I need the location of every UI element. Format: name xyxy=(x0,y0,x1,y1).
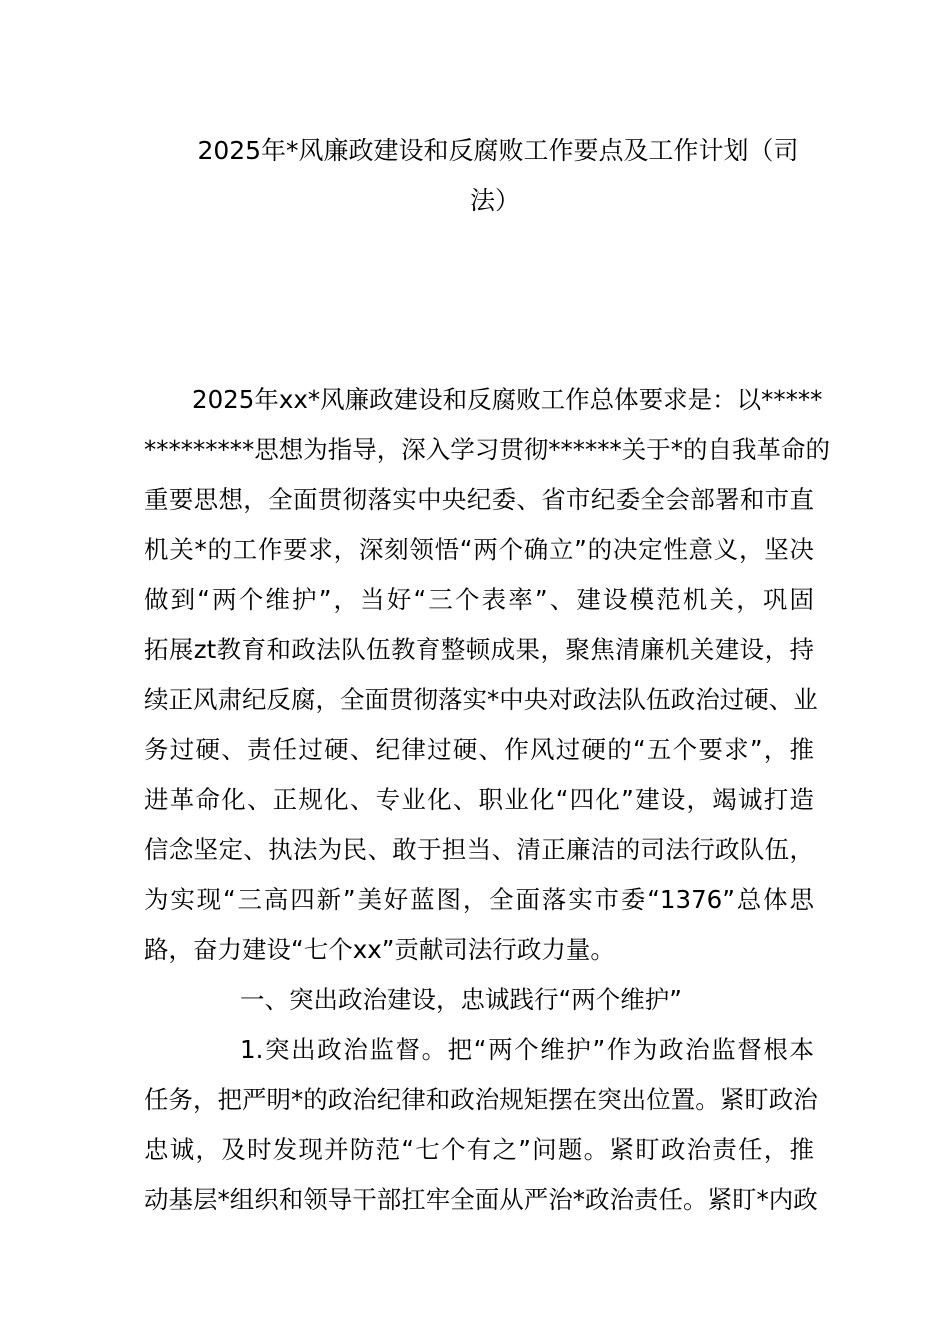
intro-line-8: 务过硬、责任过硬、纪律过硬、作风过硬的“五个要求”，推 xyxy=(144,735,814,764)
intro-line-5: 做到“两个维护”，当好“三个表率”、建设模范机关，巩固 xyxy=(144,585,814,614)
document-title-line-1: 2025年*风廉政建设和反腐败工作要点及工作计划（司 xyxy=(197,136,799,165)
intro-line-1: 2025年xx*风廉政建设和反腐败工作总体要求是：以***** xyxy=(192,385,823,414)
intro-line-3: 重要思想，全面贯彻落实中央纪委、省市纪委全会部署和市直 xyxy=(144,485,814,514)
section-1-line-1: 1.突出政治监督。把“两个维护”作为政治监督根本 xyxy=(240,1035,814,1064)
intro-line-7: 续正风肃纪反腐，全面贯彻落实*中央对政法队伍政治过硬、业 xyxy=(144,685,818,714)
intro-line-12: 路，奋力建设“七个xx”贡献司法行政力量。 xyxy=(144,935,615,964)
intro-line-4: 机关*的工作要求，深刻领悟“两个确立”的决定性意义，坚决 xyxy=(144,535,814,564)
section-1-line-4: 动基层*组织和领导干部扛牢全面从严治*政治责任。紧盯*内政 xyxy=(144,1185,818,1214)
document-title-line-2: 法） xyxy=(469,186,520,215)
intro-line-10: 信念坚定、执法为民、敢于担当、清正廉洁的司法行政队伍， xyxy=(144,835,814,864)
intro-line-9: 进革命化、正规化、专业化、职业化“四化”建设，竭诚打造 xyxy=(144,785,814,814)
section-1-line-3: 忠诚，及时发现并防范“七个有之”问题。紧盯政治责任，推 xyxy=(144,1135,814,1164)
intro-line-11: 为实现“三高四新”美好蓝图，全面落实市委“1376”总体思 xyxy=(144,885,814,914)
intro-line-2: *********思想为指导，深入学习贯彻******关于*的自我革命的 xyxy=(144,435,830,464)
intro-line-6: 拓展zt教育和政法队伍教育整顿成果，聚焦清廉机关建设，持 xyxy=(144,635,814,664)
section-1-line-2: 任务，把严明*的政治纪律和政治规矩摆在突出位置。紧盯政治 xyxy=(144,1085,818,1114)
section-1-heading: 一、突出政治建设，忠诚践行“两个维护” xyxy=(240,985,682,1014)
